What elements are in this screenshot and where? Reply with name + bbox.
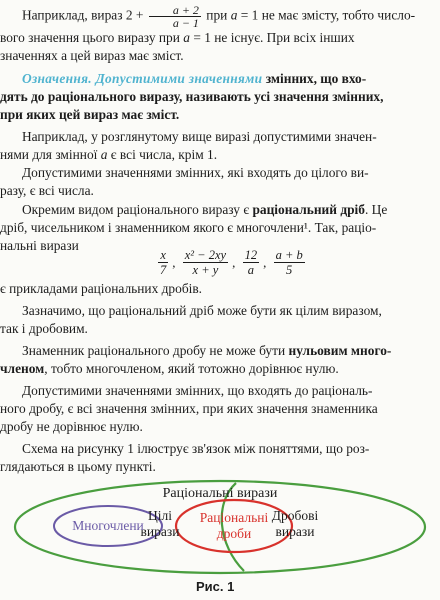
paragraph-line: разу, є всі числа. [0, 183, 94, 198]
label-rational-expressions: Раціональні вирази [162, 486, 278, 501]
fraction-denominator: 5 [286, 263, 293, 277]
definition-heading: Означення. Допустимими значеннями [22, 71, 263, 86]
paragraph-line: так і дробовим. [0, 321, 88, 336]
text-segment: = 1 не існує. При всіх інших [193, 30, 355, 45]
label-line: Цілі [148, 508, 172, 523]
text-segment: , тобто многочленом, який тотожно дорівнює нулю. [44, 361, 339, 376]
text-segment: значеннях [0, 48, 58, 63]
paragraph-line: дріб, чисельником і знаменником якого є многочлени¹. Так, раціо- [0, 220, 377, 235]
variable-a: a [100, 147, 108, 162]
text-segment: а цей вираз має зміст. [61, 48, 184, 63]
term-zero-polynomial: нульовим много- [288, 343, 392, 358]
fraction-numerator: x [158, 248, 168, 263]
paragraph-line: Наприклад, у розглянутому вище виразі допустимими значен- [22, 129, 377, 144]
paragraph-line: глядаються в цьому пункті. [0, 459, 156, 474]
label-polynomials: Многочлени [72, 518, 144, 533]
fraction-numerator: 12 [244, 248, 258, 262]
text-segment: = 1 не має змісту, тобто число- [240, 7, 416, 23]
paragraph-line: нальні вирази [0, 238, 79, 253]
variable-a: a [230, 7, 238, 23]
fraction-numerator: a + 2 [149, 4, 201, 17]
label-line: вирази [140, 524, 180, 539]
fraction-examples: $\frac{x}{7}$ , $\frac{\text{x² − 2xy}}{x + y}$ , $\frac{12}{a}$ , $\frac{a + b}{5}$ [160, 248, 303, 277]
paragraph-line: Допустимими значеннями змінних, що входять до раціональ- [22, 383, 373, 398]
definition-line-2: дять до раціонального виразу, називають усі значення змінних, [0, 89, 384, 104]
paragraph-line: є прикладами раціональних дробів. [0, 281, 203, 296]
label-line: вирази [275, 524, 315, 539]
text-segment: Наприклад, вираз 2 + [22, 7, 144, 23]
paragraph-line: Зазначимо, що раціональний дріб може бути як цілим виразом, [22, 303, 382, 318]
definition-text: змінних, що вхо- [265, 71, 367, 86]
term-zero-polynomial: членом [0, 361, 45, 376]
text-segment: є всі числа, крім 1. [110, 147, 218, 162]
paragraph-line: дробу не дорівнює нулю. [0, 419, 143, 434]
fraction-numerator: a + b [275, 248, 303, 262]
definition-line-3: при яких цей вираз має зміст. [0, 107, 180, 122]
text-segment: . Це [364, 202, 388, 217]
variable-a: a [183, 30, 190, 45]
term-rational-fraction: раціональний дріб [252, 202, 365, 217]
label-line: Раціональні [199, 510, 269, 525]
fraction-numerator: x² − 2xy [184, 248, 227, 262]
text-segment: нями для змінної [0, 147, 98, 162]
text-segment: Знаменник раціонального дробу не може бути [22, 343, 286, 358]
fraction-denominator: a [247, 263, 254, 277]
paragraph-line: ного дробу, є всі значення змінних, при яких значення знаменника [0, 401, 378, 416]
label-line: дроби [216, 526, 252, 541]
label-rational-fractions [188, 510, 280, 542]
fraction-denominator: x + y [192, 263, 219, 277]
text-segment: при [206, 7, 228, 23]
fraction-denominator: 7 [160, 263, 167, 277]
figure-caption: Рис. 1 [196, 579, 235, 594]
fraction-denominator: a − 1 [172, 16, 199, 30]
label-line: Дробові [271, 508, 319, 523]
paragraph-line: Схема на рисунку 1 ілюструє зв'язок між поняттями, що роз- [22, 441, 370, 456]
paragraph-line: Допустимими значеннями змінних, які входять до цілого ви- [22, 165, 369, 180]
text-segment: Окремим видом раціонального виразу є [22, 202, 250, 217]
text-segment: вого значення цього виразу при [0, 30, 180, 45]
